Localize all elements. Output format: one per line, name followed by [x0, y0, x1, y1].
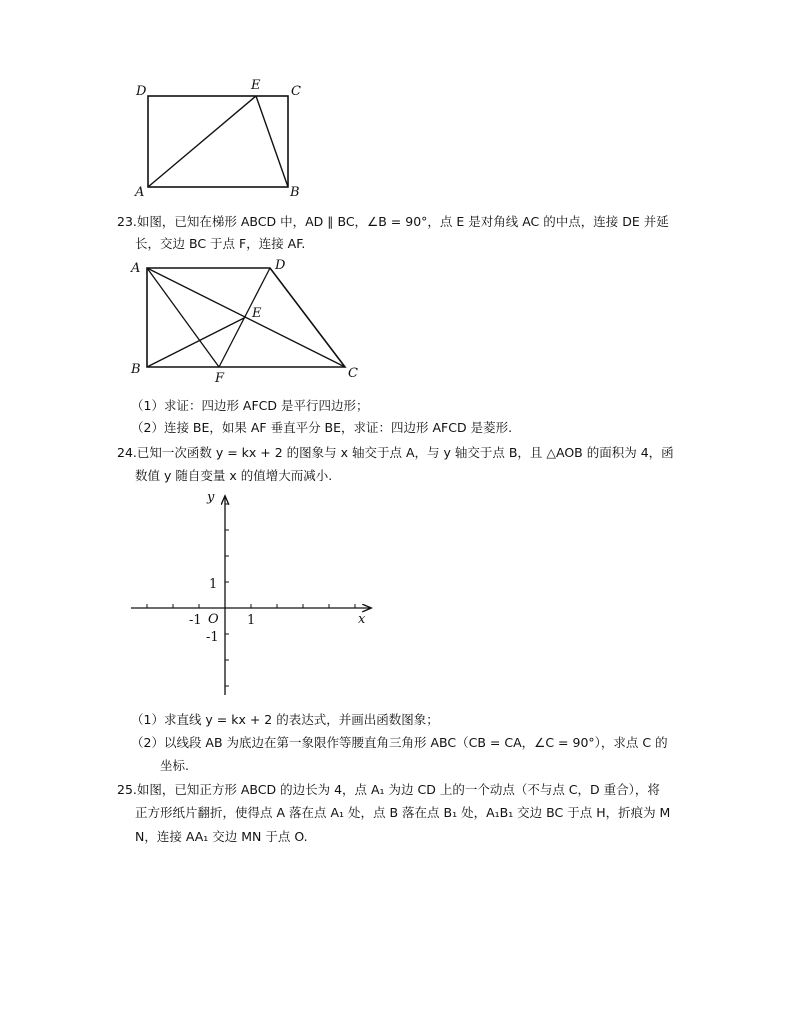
q23-sub-2: （2）连接 BE，如果 AF 垂直平分 BE，求证：四边形 AFCD 是菱形. — [131, 420, 513, 435]
q23-line-2: 长，交边 BC 于点 F，连接 AF. — [135, 236, 306, 251]
rectangle-figure — [130, 75, 310, 205]
q23-text-1: 如图，已知在梯形 ABCD 中，AD ∥ BC，∠B = 90°，点 E 是对角线 AC 的中点，连接 DE 并延 — [136, 214, 669, 229]
fig1-label-d: D — [136, 84, 147, 99]
trapezoid-figure — [130, 255, 370, 390]
fig1-label-e: E — [251, 78, 261, 93]
fig2-label-e: E — [252, 306, 262, 321]
fig2-label-c: C — [348, 366, 358, 381]
tick-label-y-neg-1: -1 — [206, 630, 219, 645]
q24-sub-1: （1）求直线 y = kx + 2 的表达式，并画出函数图象； — [131, 712, 439, 727]
q25-line-3: N，连接 AA₁ 交边 MN 于点 O. — [135, 829, 308, 844]
segment-af — [147, 268, 219, 367]
fig2-label-f: F — [215, 371, 225, 386]
fig1-label-c: C — [291, 84, 301, 99]
q24-number: 24. — [117, 445, 137, 460]
segment-ae — [148, 96, 256, 187]
coordinate-axes — [125, 485, 375, 700]
axis-label-y: y — [207, 490, 215, 505]
tick-label-x-1: 1 — [247, 613, 256, 628]
axis-label-x: x — [358, 612, 366, 627]
fig1-label-b: B — [290, 185, 300, 200]
q25-number: 25. — [117, 782, 137, 797]
q24-sub-2-line-2: 坐标. — [160, 758, 189, 773]
q23-number: 23. — [117, 214, 137, 229]
q24-sub-2-line-1: （2）以线段 AB 为底边在第一象限作等腰直角三角形 ABC（CB = CA，∠C = 90°），求点 C 的 — [131, 735, 668, 750]
q24-text-1: 已知一次函数 y = kx + 2 的图象与 x 轴交于点 A，与 y 轴交于点 B，且 △AOB 的面积为 4，函 — [136, 445, 674, 460]
fig2-label-b: B — [131, 362, 141, 377]
rectangle-abcd — [148, 96, 288, 187]
q25-text-1: 如图，已知正方形 ABCD 的边长为 4，点 A₁ 为边 CD 上的一个动点（不与点 C，D 重合），将 — [136, 782, 660, 797]
q23-sub-1: （1）求证：四边形 AFCD 是平行四边形； — [131, 398, 369, 413]
segment-eb — [256, 96, 288, 187]
q25-line-2: 正方形纸片翻折，使得点 A 落在点 A₁ 处，点 B 落在点 B₁ 处，A₁B₁ 交边 BC 于点 H，折痕为 M — [135, 805, 671, 820]
fig2-label-d: D — [275, 258, 286, 273]
fig1-label-a: A — [135, 185, 145, 200]
tick-label-y-1: 1 — [209, 577, 218, 592]
q24-line-1 — [117, 443, 674, 463]
q23-line-1 — [117, 212, 669, 232]
q24-line-2: 数值 y 随自变量 x 的值增大而减小. — [135, 468, 333, 483]
q25-line-1 — [117, 780, 660, 800]
fig2-label-a: A — [131, 261, 141, 276]
origin-label: O — [208, 612, 219, 627]
tick-label-x-neg-1: -1 — [189, 613, 202, 628]
